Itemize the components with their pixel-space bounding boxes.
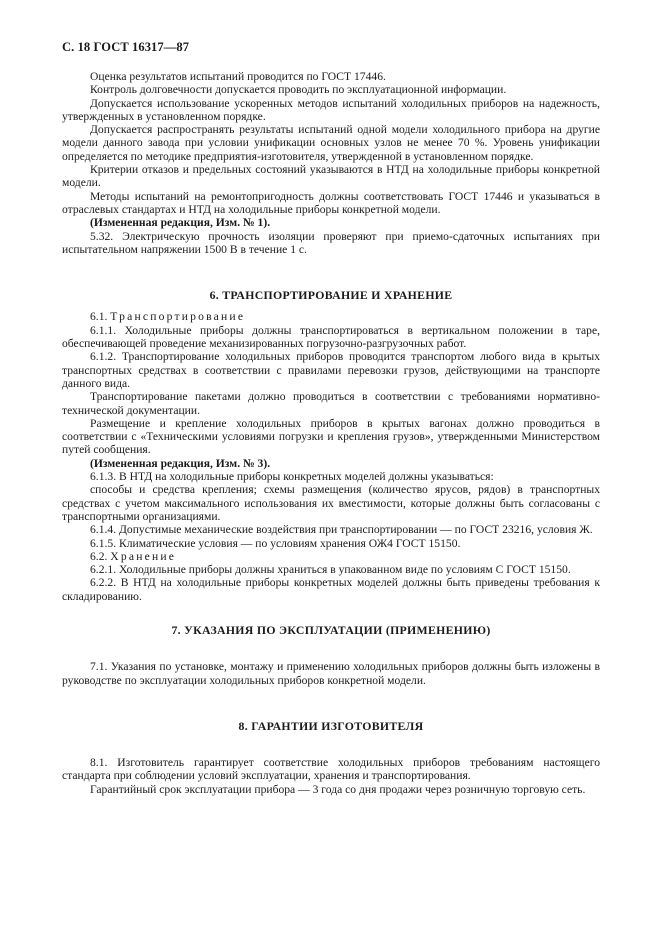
paragraph: 6.2.1. Холодильные приборы должны храниться в упакованном виде по условиям С ГОСТ 15150. [90, 563, 571, 577]
paragraph: Контроль долговечности допускается проводить по эксплуатационной информации. [90, 83, 507, 97]
paragraph: Транспортирование пакетами должно проводиться в соответствии с требованиями нормативно-технической документации. [62, 390, 600, 417]
paragraph: способы и средства крепления; схемы размещения (количество ярусов, рядов) в транспортных средствах с учетом максимального использования их вместимости, которые должны быть согласованы с транспортными организациями. [62, 483, 600, 523]
paragraph: Допускается распространять результаты испытаний одной модели холодильного прибора на другие модели данного завода при условии унификации основных узлов не менее 70 %. Уровень унификации определяется по методике предприятия-изготовителя, утвержденной в установленном порядке. [62, 123, 600, 163]
paragraph: 6.1.3. В НТД на холодильные приборы конкретных моделей должны указываться: [90, 470, 494, 484]
paragraph: Гарантийный срок эксплуатации прибора — 3 года со дня продажи через розничную торговую сеть. [90, 782, 586, 796]
subsection-title: Транспортирование [110, 310, 246, 324]
subsection-heading [62, 550, 600, 563]
paragraph: Допускается использование ускоренных методов испытаний холодильных приборов на надежность, утвержденных в установленном порядке. [62, 96, 600, 123]
paragraph: 6.1.2. Транспортирование холодильных приборов проводится транспортом любого вида в крытых транспортных средствах в соответствии с правилами перевозки грузов, действующими на транспорте данного вида. [62, 350, 600, 390]
paragraph: 6.1.5. Климатические условия — по условиям хранения ОЖ4 ГОСТ 15150. [90, 536, 461, 550]
revision-note: (Измененная редакция, Изм. № 1). [90, 216, 271, 230]
paragraph: 8.1. Изготовитель гарантирует соответствие холодильных приборов требованиям настоящего стандарта при соблюдении условий эксплуатации, хранения и транспортирования. [62, 756, 600, 783]
subsection-heading [62, 310, 600, 323]
paragraph: 6.2.2. В НТД на холодильные приборы конкретных моделей должны быть приведены требования к складированию. [62, 576, 600, 603]
page-header: С. 18 ГОСТ 16317—87 [62, 40, 190, 54]
paragraph: 7.1. Указания по установке, монтажу и применению холодильных приборов должны быть изложены в руководстве по эксплуатации холодильных приборов конкретной модели. [62, 660, 600, 687]
paragraph: Размещение и крепление холодильных приборов в крытых вагонах должно проводиться в соответствии с «Техническими условиями погрузки и крепления грузов», утвержденными Министерством путей сообщения. [62, 416, 600, 457]
section-heading: 7. УКАЗАНИЯ ПО ЭКСПЛУАТАЦИИ (ПРИМЕНЕНИЮ) [171, 622, 491, 637]
paragraph: Критерии отказов и предельных состояний указываются в НТД на холодильные приборы конкретной модели. [62, 163, 600, 190]
paragraph: Методы испытаний на ремонтопригодность должны соответствовать ГОСТ 17446 и указываться в отраслевых стандартах и НТД на холодильные приборы конкретной модели. [62, 189, 600, 216]
paragraph: Оценка результатов испытаний проводится по ГОСТ 17446. [90, 70, 386, 83]
revision-note: (Измененная редакция, Изм. № 3). [90, 456, 271, 470]
subsection-title: Хранение [110, 549, 177, 563]
paragraph: 5.32. Электрическую прочность изоляции проверяют при приемо-сдаточных испытаниях при испытательном напряжении 1500 В в течение 1 с. [62, 229, 600, 256]
paragraph: 6.1.4. Допустимые механические воздействия при транспортировании — по ГОСТ 23216, условия Ж. [90, 523, 593, 537]
subsection-number: 6.1. [90, 310, 108, 324]
paragraph: 6.1.1. Холодильные приборы должны транспортироваться в вертикальном положении в таре, обеспечивающей проведение механизированных погрузочно-разгрузочных работ. [62, 323, 600, 351]
section-heading: 8. ГАРАНТИИ ИЗГОТОВИТЕЛЯ [238, 718, 424, 733]
section-heading: 6. ТРАНСПОРТИРОВАНИЕ И ХРАНЕНИЕ [209, 288, 453, 303]
page-body [62, 70, 600, 796]
subsection-number: 6.2. [90, 549, 108, 563]
